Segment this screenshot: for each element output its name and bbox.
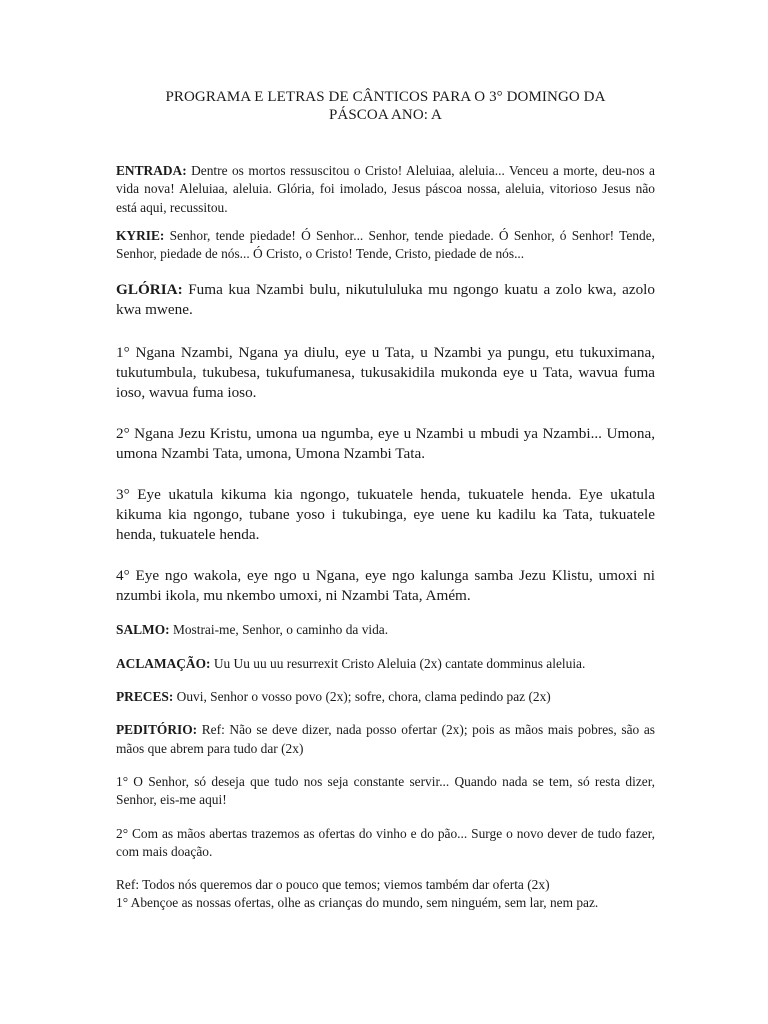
preces-label: PRECES: [116, 689, 174, 705]
peditorio-section [116, 721, 655, 758]
entrada-label: ENTRADA: [116, 163, 187, 178]
preces-section [116, 688, 655, 706]
peditorio-text: Ref: Não se deve dizer, nada posso ofertar (2x); pois as mãos mais pobres, são as mãos que abrem para tudo dar (2x) [116, 722, 655, 756]
title-line-2: PÁSCOA ANO: A [328, 107, 442, 123]
ofertorio-refrain: Ref: Todos nós queremos dar o pouco que temos; viemos também dar oferta (2x) [116, 877, 550, 893]
gloria-verse-4: 4° Eye ngo wakola, eye ngo u Ngana, eye ngo kalunga samba Jezu Klistu, umoxi ni nzumbi ikola, mu nkembo umoxi, ni Nzambi Tata, Amém. [116, 567, 655, 605]
peditorio-verse-2: 2° Com as mãos abertas trazemos as ofertas do vinho e do pão... Surge o novo dever de tudo fazer, com mais doação. [116, 825, 655, 859]
entrada-section [116, 162, 655, 217]
gloria-section [116, 280, 655, 320]
page-title [116, 88, 655, 124]
preces-text: Ouvi, Senhor o vosso povo (2x); sofre, chora, clama pedindo paz (2x) [176, 689, 551, 705]
entrada-text: Dentre os mortos ressuscitou o Cristo! Aleluiaa, aleluia... Venceu a morte, deu-nos a vida nova! Aleluiaa, aleluia. Glória, foi imolado, Jesus páscoa nossa, aleluia, vitorioso Jesus não está aqui, recussitou. [116, 163, 655, 215]
gloria-verse-3: 3° Eye ukatula kikuma kia ngongo, tukuatele henda, tukuatele henda. Eye ukatula kikuma kia ngongo, tubane yoso i tukubinga, eye uene ku kadilu ka Tata, tukuatele henda, tukuatele henda. [116, 486, 655, 544]
aclamacao-text: Uu Uu uu uu resurrexit Cristo Aleluia (2x) cantate domminus aleluia. [213, 655, 586, 671]
kyrie-text: Senhor, tende piedade! Ó Senhor... Senhor, tende piedade. Ó Senhor, ó Senhor! Tende, Senhor, piedade de nós... Ó Cristo, o Cristo! Tende, Cristo, piedade de nós... [116, 227, 655, 262]
ofertorio-verse-1: 1° Abençoe as nossas ofertas, olhe as crianças do mundo, sem ninguém, sem lar, nem paz. [116, 895, 599, 911]
peditorio-label: PEDITÓRIO: [116, 722, 198, 738]
salmo-section [116, 621, 655, 639]
aclamacao-section [116, 655, 655, 673]
title-line-1: PROGRAMA E LETRAS DE CÂNTICOS PARA O 3° DOMINGO DA [165, 89, 606, 105]
kyrie-label: KYRIE: [116, 227, 165, 243]
kyrie-section [116, 227, 655, 264]
peditorio-verse-1: 1° O Senhor, só deseja que tudo nos seja constante servir... Quando nada se tem, só resta dizer, Senhor, eis-me aqui! [116, 773, 655, 808]
gloria-verse-1: 1° Ngana Nzambi, Ngana ya diulu, eye u Tata, u Nzambi ya pungu, etu tukuximana, tukutumbula, tukubesa, tukufumanesa, tukusakidila mukonda eye u Tata, wavua fuma ioso, wavua fuma ioso. [116, 344, 655, 402]
gloria-verse-2: 2° Ngana Jezu Kristu, umona ua ngumba, eye u Nzambi u mbudi ya Nzambi... Umona, umona Nzambi Tata, umona, Umona Nzambi Tata. [116, 425, 655, 463]
aclamacao-label: ACLAMAÇÃO: [116, 655, 211, 671]
salmo-text: Mostrai-me, Senhor, o caminho da vida. [172, 622, 389, 638]
gloria-text: Fuma kua Nzambi bulu, nikutululuka mu ngongo kuatu a zolo kwa, azolo kwa mwene. [116, 281, 655, 319]
salmo-label: SALMO: [116, 622, 170, 638]
document-page [116, 88, 655, 913]
gloria-label: GLÓRIA: [116, 281, 183, 299]
